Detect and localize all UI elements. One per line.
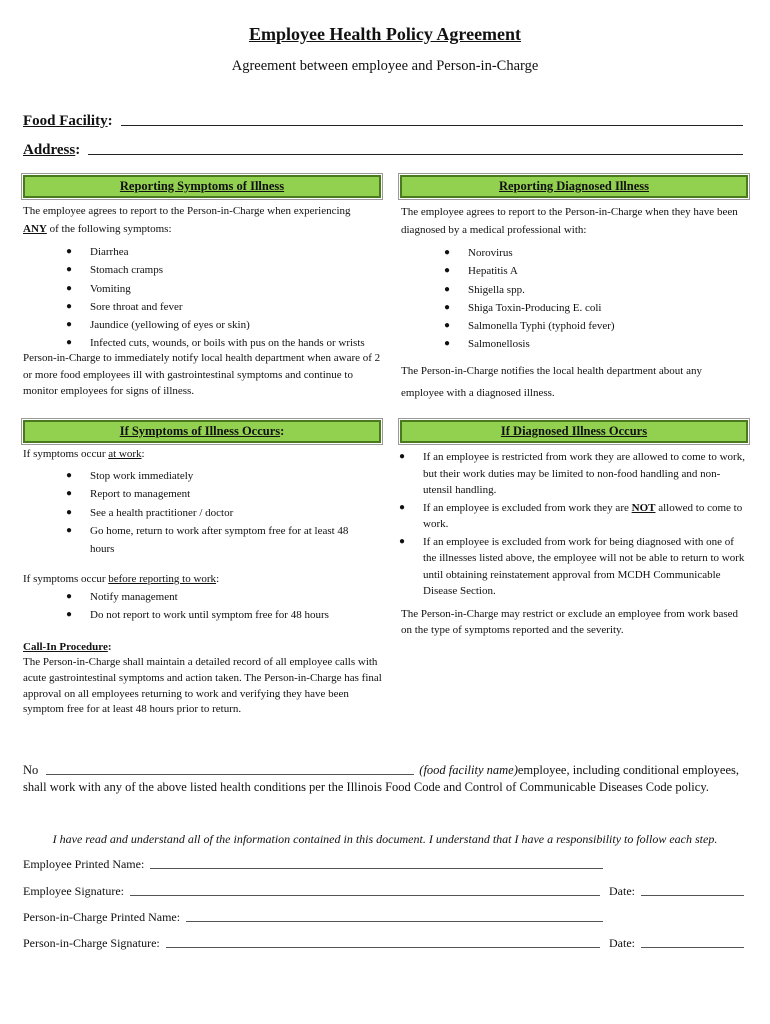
address-colon: :	[75, 142, 81, 158]
pic-name-row	[23, 910, 603, 925]
reporting-diagnosed-intro: The employee agrees to report to the Person-in-Charge when they have been diagnosed by a medical professional with:	[401, 206, 738, 236]
item2-not: NOT	[631, 501, 656, 514]
bullet-icon: ●	[444, 301, 451, 313]
symptom-text: Infected cuts, wounds, or boils with pus on the hands or wrists	[90, 337, 365, 350]
list-item	[66, 504, 376, 522]
list-item	[66, 522, 376, 559]
list-item	[66, 280, 396, 298]
bullet-icon: ●	[444, 247, 451, 258]
list-item	[444, 281, 744, 299]
employee-signature-field[interactable]	[130, 894, 600, 896]
employee-name-row	[23, 857, 603, 872]
before-work-intro	[23, 570, 383, 588]
list-item	[444, 299, 744, 317]
list-item	[444, 262, 744, 280]
list-item	[444, 317, 744, 335]
list-item	[66, 606, 376, 624]
employee-sig-label: Employee Signature:	[23, 884, 124, 898]
reporting-symptoms-any: ANY	[23, 223, 47, 235]
reporting-symptoms-intro	[23, 202, 393, 238]
reporting-symptoms-notify: Person-in-Charge to immediately notify local health department when aware of 2 or more food employees ill with gastrointestinal symptoms and continue to monitor employees for signs of illness.	[23, 352, 381, 397]
pic-date-field[interactable]	[641, 946, 744, 948]
list-item	[399, 449, 749, 499]
pic-sig-label: Person-in-Charge Signature:	[23, 936, 160, 950]
pic-name-label: Person-in-Charge Printed Name:	[23, 910, 181, 924]
bullet-icon: ●	[66, 591, 73, 602]
diagnosed-occurs-text	[423, 500, 749, 533]
food-facility-field[interactable]	[121, 124, 743, 126]
reporting-diagnosed-notify: The Person-in-Charge notifies the local health department about any employee with a diagnosed illness.	[401, 365, 702, 399]
bullet-icon: ●	[399, 451, 406, 462]
reporting-symptoms-intro-2: of the following symptoms:	[46, 223, 172, 235]
pic-date-row	[609, 936, 744, 951]
symptom-text: Diarrhea	[90, 246, 129, 258]
call-in-colon: :	[107, 641, 112, 653]
before-text: Do not report to work until symptom free for 48 hours	[90, 609, 329, 622]
bullet-icon: ●	[66, 506, 73, 518]
food-facility-row	[23, 113, 743, 130]
diagnosed-occurs-header	[400, 420, 748, 443]
at-work-underlined: at work	[108, 448, 142, 460]
at-work-text: See a health practitioner / doctor	[90, 506, 234, 519]
call-in-title: Call-In Procedure	[23, 641, 108, 653]
item2-pre: If an employee is excluded from work they are	[423, 501, 632, 514]
address-label: Address	[23, 142, 76, 158]
bullet-icon: ●	[66, 264, 73, 276]
acknowledgement: I have read and understand all of the information contained in this document. I understand that I have a responsibility to follow each step.	[52, 832, 718, 846]
pic-sig-row	[23, 936, 600, 951]
illness-text: Hepatitis A	[468, 265, 518, 278]
pic-date-label: Date:	[609, 936, 635, 950]
bullet-icon: ●	[66, 609, 73, 621]
reporting-diagnosed-header	[400, 175, 748, 198]
bullet-icon: ●	[444, 265, 451, 277]
reporting-symptoms-header-text: Reporting Symptoms of Illness	[119, 179, 285, 193]
diagnosed-occurs-list	[399, 449, 749, 600]
symptom-text: Jaundice (yellowing of eyes or skin)	[90, 319, 250, 332]
diagnosed-occurs-text: If an employee is excluded from work for being diagnosed with one of the illnesses listed above, the employee will not be able to return to work until obtaining reinstatement approval from MCDH Communicable Disease Section.	[423, 535, 745, 597]
symptom-text: Vomiting	[90, 282, 131, 295]
bullet-icon: ●	[66, 524, 73, 536]
facility-name-field[interactable]	[46, 774, 414, 775]
statement-no: No	[23, 763, 39, 777]
bullet-icon: ●	[399, 501, 406, 513]
page-subtitle: Agreement between employee and Person-in-Charge	[231, 58, 539, 74]
list-item	[66, 261, 396, 279]
illness-text: Salmonellosis	[468, 338, 530, 351]
item2-post: allowed to come to work.	[423, 501, 743, 530]
employee-name-field[interactable]	[150, 867, 603, 869]
before-work-list	[66, 588, 376, 625]
bullet-icon: ●	[66, 246, 73, 257]
symptom-list	[66, 243, 396, 353]
food-facility-label: Food Facility	[23, 113, 108, 129]
illness-text: Salmonella Typhi (typhoid fever)	[468, 320, 615, 333]
reporting-symptoms-header	[23, 175, 381, 198]
symptoms-occurs-header-colon: :	[280, 424, 285, 438]
list-item	[399, 534, 749, 600]
employee-sig-row	[23, 884, 600, 899]
diagnosed-occurs-text: If an employee is restricted from work they are allowed to come to work, but their work duties may be limited to non-food handling and non-utensil handling.	[423, 451, 745, 496]
list-item	[66, 467, 376, 485]
illness-text: Shigella spp.	[468, 283, 525, 296]
list-item	[399, 500, 749, 533]
address-field[interactable]	[88, 153, 743, 155]
bullet-icon: ●	[66, 319, 73, 331]
illness-text: Norovirus	[468, 247, 513, 259]
bullet-icon: ●	[66, 470, 73, 481]
symptoms-occurs-header-text: If Symptoms of Illness Occurs	[119, 424, 281, 438]
illness-text: Shiga Toxin-Producing E. coli	[468, 301, 602, 314]
list-item	[444, 244, 744, 262]
list-item	[66, 298, 396, 316]
bullet-icon: ●	[444, 283, 451, 295]
before-prefix: If symptoms occur	[23, 573, 109, 585]
statement-line-2: shall work with any of the above listed health conditions per the Illinois Food Code and Control of Communicable Diseases Code policy.	[23, 780, 709, 794]
pic-name-field[interactable]	[186, 920, 603, 922]
before-text: Notify management	[90, 591, 178, 603]
at-work-list	[66, 467, 376, 558]
statement-rest: employee, including conditional employees,	[517, 763, 739, 777]
bullet-icon: ●	[399, 535, 406, 547]
employee-date-field[interactable]	[641, 894, 744, 896]
before-underlined: before reporting to work	[108, 573, 217, 585]
statement-facility-name: (food facility name)	[419, 763, 518, 777]
bullet-icon: ●	[66, 337, 73, 349]
symptom-text: Sore throat and fever	[90, 300, 183, 313]
restrict-text: The Person-in-Charge may restrict or exclude an employee from work based on the type of symptoms reported and the severity.	[401, 608, 739, 636]
diagnosed-occurs-header-text: If Diagnosed Illness Occurs	[500, 424, 648, 438]
at-work-text: Stop work immediately	[90, 470, 194, 482]
at-work-intro	[23, 445, 383, 463]
food-facility-colon: :	[107, 113, 113, 129]
symptom-text: Stomach cramps	[90, 264, 164, 277]
call-in-header	[23, 638, 383, 656]
bullet-icon: ●	[66, 282, 73, 294]
list-item	[444, 335, 744, 353]
bullet-icon: ●	[66, 488, 73, 500]
at-work-suffix: :	[141, 448, 145, 460]
address-row	[23, 142, 743, 159]
employee-date-label: Date:	[609, 884, 635, 898]
at-work-text: Report to management	[90, 488, 191, 501]
call-in-text: The Person-in-Charge shall maintain a detailed record of all employee calls with acute gastrointestinal symptoms and action taken. The Person-in-Charge has final approval on all employees returning to work and verifying they have been symptom free for at least 48 hours prior to return.	[23, 656, 382, 716]
bullet-icon: ●	[444, 338, 451, 350]
symptoms-occurs-header	[23, 420, 381, 443]
pic-signature-field[interactable]	[166, 946, 600, 948]
list-item	[66, 243, 396, 261]
diagnosed-illness-list	[444, 244, 744, 354]
list-item	[66, 316, 396, 334]
list-item	[66, 485, 376, 503]
before-suffix: :	[216, 573, 220, 585]
statement-line-1	[23, 763, 748, 778]
bullet-icon: ●	[66, 300, 73, 312]
list-item	[66, 588, 376, 606]
reporting-symptoms-intro-1: The employee agrees to report to the Person-in-Charge when experiencing	[23, 205, 351, 217]
employee-name-label: Employee Printed Name:	[23, 857, 145, 871]
at-work-prefix: If symptoms occur	[23, 448, 109, 460]
at-work-text: Go home, return to work after symptom free for at least 48 hours	[90, 524, 349, 556]
employee-date-row	[609, 884, 744, 899]
bullet-icon: ●	[444, 320, 451, 332]
page-title: Employee Health Policy Agreement	[248, 24, 522, 44]
reporting-diagnosed-header-text: Reporting Diagnosed Illness	[498, 179, 650, 193]
